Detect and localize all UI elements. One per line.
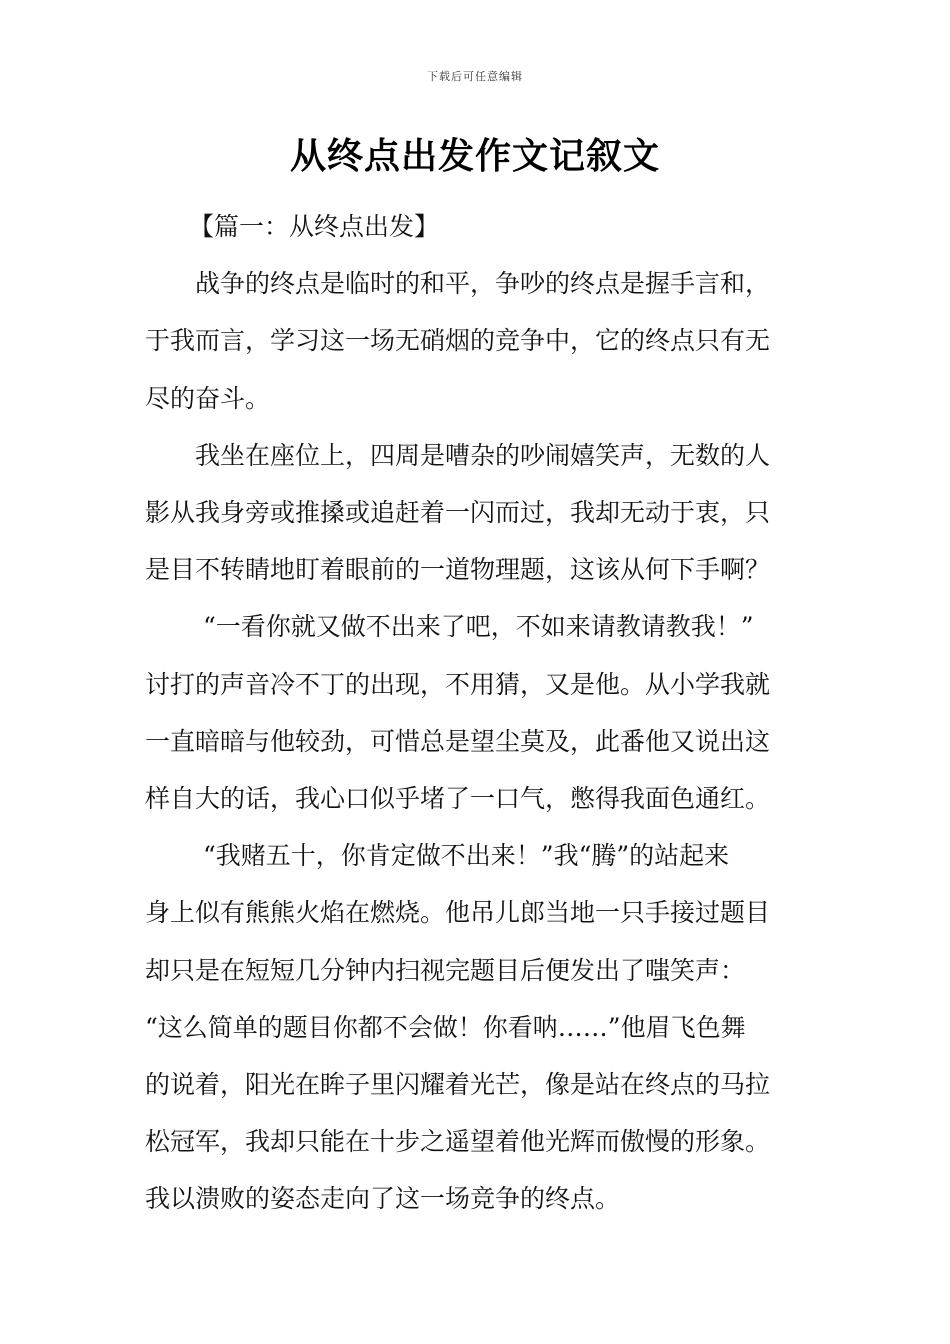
paragraph-line: “我赌五十，你肯定做不出来！”我“腾”的站起来 <box>203 841 730 871</box>
paragraph-line: “一看你就又做不出来了吧，不如来请教请教我！” <box>203 612 754 642</box>
paragraph-line: 样自大的话，我心口似乎堵了一口气，憋得我面色通红。 <box>145 784 771 814</box>
paragraph-line: 战争的终点是临时的和平，争吵的终点是握手言和， <box>195 269 771 299</box>
paragraph-line: 一直暗暗与他较劲，可惜总是望尘莫及，此番他又说出这 <box>145 726 771 756</box>
section-label: 【篇一：从终点出发】 <box>189 212 440 241</box>
paragraph-line: 讨打的声音冷不丁的出现，不用猜，又是他。从小学我就 <box>145 669 771 699</box>
paragraph-line: 松冠军，我却只能在十步之遥望着他光辉而傲慢的形象。 <box>145 1127 771 1157</box>
paragraph-1 <box>145 255 810 427</box>
paragraph-4 <box>145 827 810 1227</box>
paragraph-line: 是目不转睛地盯着眼前的一道物理题，这该从何下手啊？ <box>145 555 771 585</box>
paragraph-line: “这么简单的题目你都不会做！你看呐……”他眉飞色舞 <box>145 1012 746 1042</box>
paragraph-line: 身上似有熊熊火焰在燃烧。他吊儿郎当地一只手接过题目 <box>145 898 771 928</box>
paragraph-line: 却只是在短短几分钟内扫视完题目后便发出了嗤笑声： <box>145 955 746 985</box>
paragraph-line: 我坐在座位上，四周是嘈杂的吵闹嬉笑声，无数的人 <box>195 440 771 470</box>
paragraph-3 <box>145 598 810 827</box>
paragraph-line: 尽的奋斗。 <box>145 383 271 413</box>
paragraph-line: 于我而言，学习这一场无硝烟的竞争中，它的终点只有无 <box>145 326 771 356</box>
document-body <box>145 198 810 1228</box>
paragraph-line: 的说着，阳光在眸子里闪耀着光芒，像是站在终点的马拉 <box>145 1070 771 1100</box>
paragraph-line: 影从我身旁或推搡或追赶着一闪而过，我却无动于衷，只 <box>145 498 771 528</box>
paragraph-2 <box>145 427 810 599</box>
paragraph-line: 我以溃败的姿态走向了这一场竞争的终点。 <box>145 1184 621 1214</box>
document-title: 从终点出发作文记叙文 <box>289 136 660 177</box>
header-note: 下载后可任意编辑 <box>427 70 523 83</box>
